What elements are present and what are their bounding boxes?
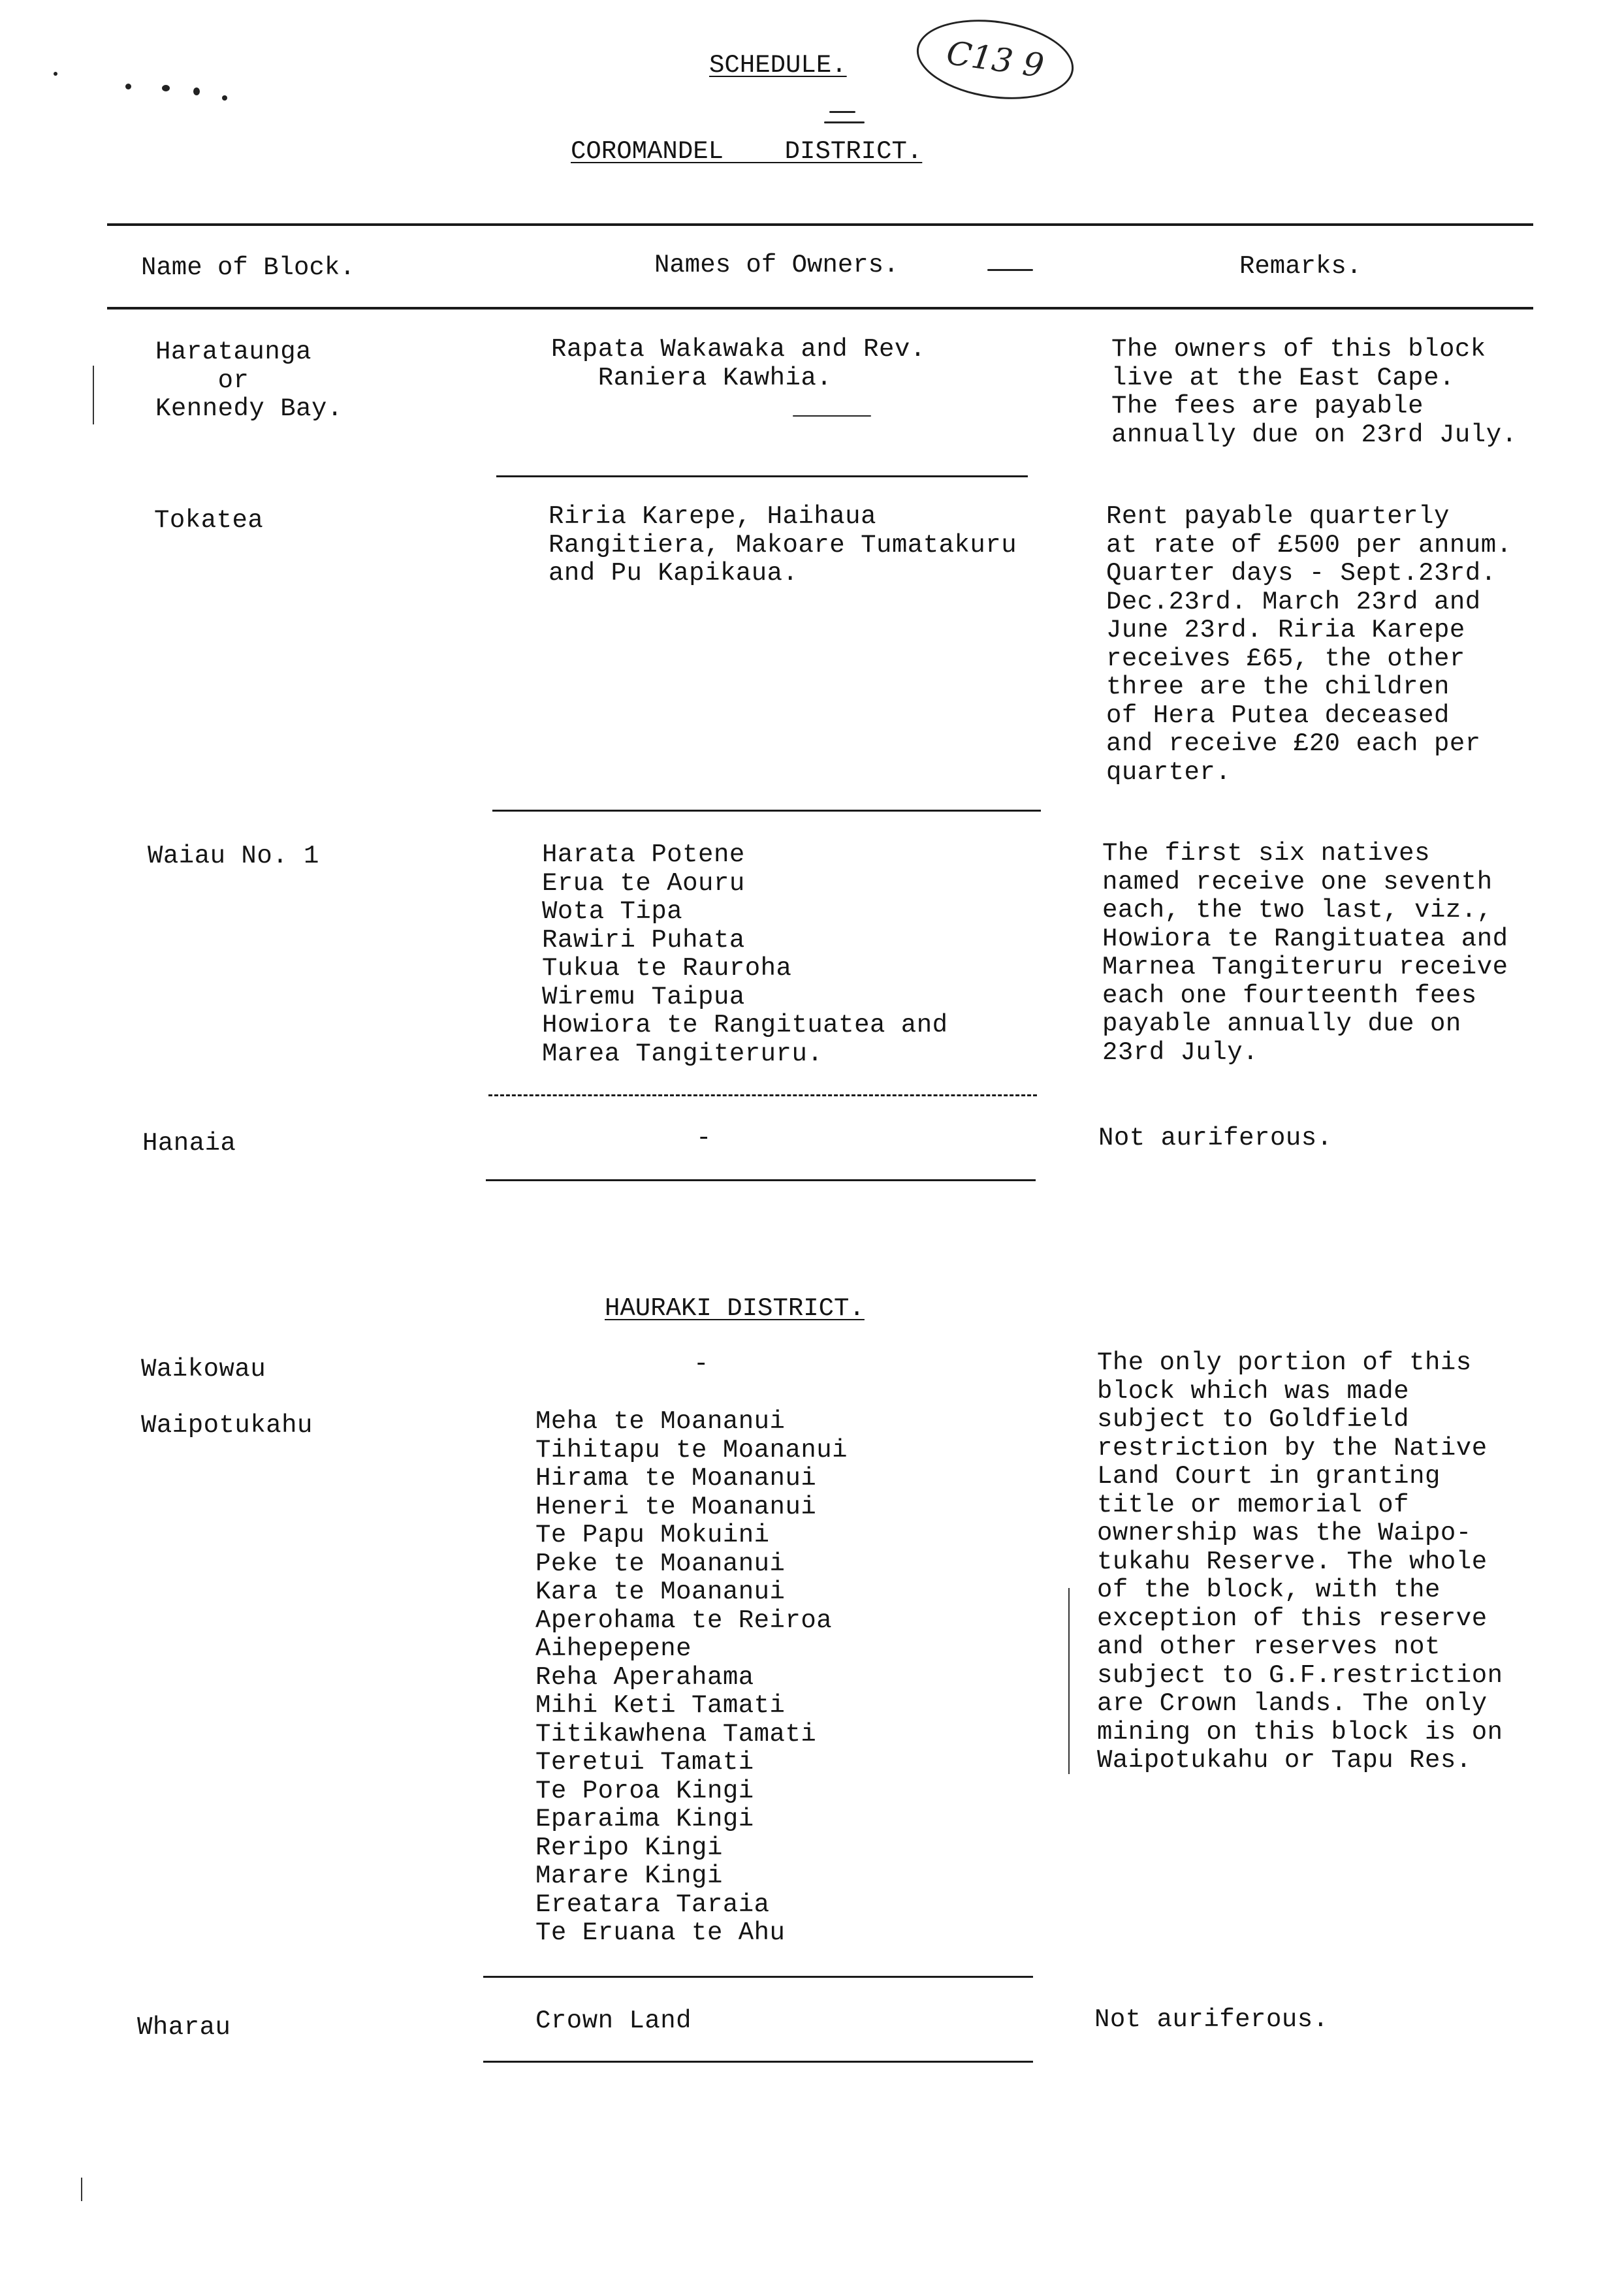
remarks-waipotukahu: The only portion of this block which was made subject to Goldfield restriction by the Native Land Court in granting title or memorial of ownership was the Waipo- tukahu Reserve. The whole of the block, with the exception of this reserve and other reserves not subject to G.F.restriction are Crown lands. The only mining on this block is on Waipotukahu or Tapu Res. bbox=[1097, 1348, 1503, 1775]
row-divider bbox=[488, 1094, 1037, 1096]
margin-mark bbox=[93, 366, 94, 424]
header-top-rule bbox=[107, 223, 1533, 226]
column-header-owners: Names of Owners. bbox=[654, 251, 899, 279]
scan-speck bbox=[824, 121, 865, 123]
remarks-wharau: Not auriferous. bbox=[1094, 2005, 1329, 2034]
remarks-harataunga: The owners of this block live at the East Cape. The fees are payable annually due on 23rd July. bbox=[1111, 335, 1518, 449]
coromandel-district-heading: COROMANDEL DISTRICT. bbox=[571, 137, 923, 166]
owners-waiau: Harata Potene Erua te Aouru Wota Tipa Rawiri Puhata Tukua te Rauroha Wiremu Taipua Howiora te Rangituatea and Marea Tangiteruru. bbox=[542, 840, 948, 1068]
hauraki-district-heading: HAURAKI DISTRICT. bbox=[605, 1294, 865, 1323]
owners-waipotukahu: Meha te Moananui Tihitapu te Moananui Hirama te Moananui Heneri te Moananui Te Papu Mokuini Peke te Moananui Kara te Moananui Aperohama te Reiroa Aihepepene Reha Aperahama Mihi Keti Tamati Titikawhena Tamati Teretui Tamati Te Poroa Kingi Eparaima Kingi Reripo Kingi Marare Kingi Ereatara Taraia Te Eruana te Ahu bbox=[535, 1407, 848, 1947]
column-header-block: Name of Block. bbox=[141, 253, 355, 282]
column-header-remarks: Remarks. bbox=[1239, 252, 1362, 281]
margin-mark bbox=[1068, 1588, 1070, 1774]
scan-speck bbox=[829, 111, 855, 113]
remarks-hanaia: Not auriferous. bbox=[1098, 1124, 1333, 1152]
scan-speck bbox=[222, 95, 227, 101]
row-divider bbox=[483, 2061, 1033, 2063]
scan-speck bbox=[54, 72, 57, 76]
row-divider bbox=[486, 1179, 1036, 1181]
scan-speck bbox=[193, 87, 200, 95]
remarks-tokatea: Rent payable quarterly at rate of £500 per annum. Quarter days - Sept.23rd. Dec.23rd. March 23rd and June 23rd. Riria Karepe receives £65, the other three are the children of Hera Putea deceased and receive £20 each per quarter. bbox=[1106, 502, 1512, 787]
row-divider bbox=[492, 810, 1041, 812]
scan-speck bbox=[125, 84, 131, 89]
owners-tokatea: Riria Karepe, Haihaua Rangitiera, Makoare Tumatakuru and Pu Kapikaua. bbox=[549, 502, 1017, 588]
block-name-wharau: Wharau bbox=[137, 2013, 231, 2042]
block-name-waipotukahu: Waipotukahu bbox=[141, 1411, 313, 1440]
owners-harataunga: Rapata Wakawaka and Rev. Raniera Kawhia. bbox=[551, 335, 926, 392]
block-name-waikowau: Waikowau bbox=[141, 1355, 266, 1384]
row-divider bbox=[483, 1976, 1033, 1978]
block-name-waiau: Waiau No. 1 bbox=[148, 842, 319, 870]
block-name-harataunga: Harataunga or Kennedy Bay. bbox=[155, 338, 343, 423]
document-number-stamp: C13 9 bbox=[912, 10, 1079, 109]
row-divider bbox=[496, 475, 1028, 477]
owners-hanaia: - bbox=[696, 1124, 712, 1152]
owners-wharau: Crown Land bbox=[535, 2007, 692, 2035]
margin-mark bbox=[81, 2178, 82, 2201]
scan-speck bbox=[987, 269, 1033, 271]
scan-speck bbox=[162, 85, 170, 91]
remarks-waiau: The first six natives named receive one seventh each, the two last, viz., Howiora te Rangituatea and Marnea Tangiteruru receive each one fourteenth fees payable annually due on 23rd July. bbox=[1102, 839, 1508, 1067]
schedule-title: SCHEDULE. bbox=[709, 51, 847, 80]
scan-speck bbox=[793, 415, 871, 417]
block-name-hanaia: Hanaia bbox=[142, 1129, 236, 1158]
owners-waikowau: - bbox=[693, 1350, 709, 1378]
header-bottom-rule bbox=[107, 307, 1533, 310]
block-name-tokatea: Tokatea bbox=[154, 506, 264, 535]
